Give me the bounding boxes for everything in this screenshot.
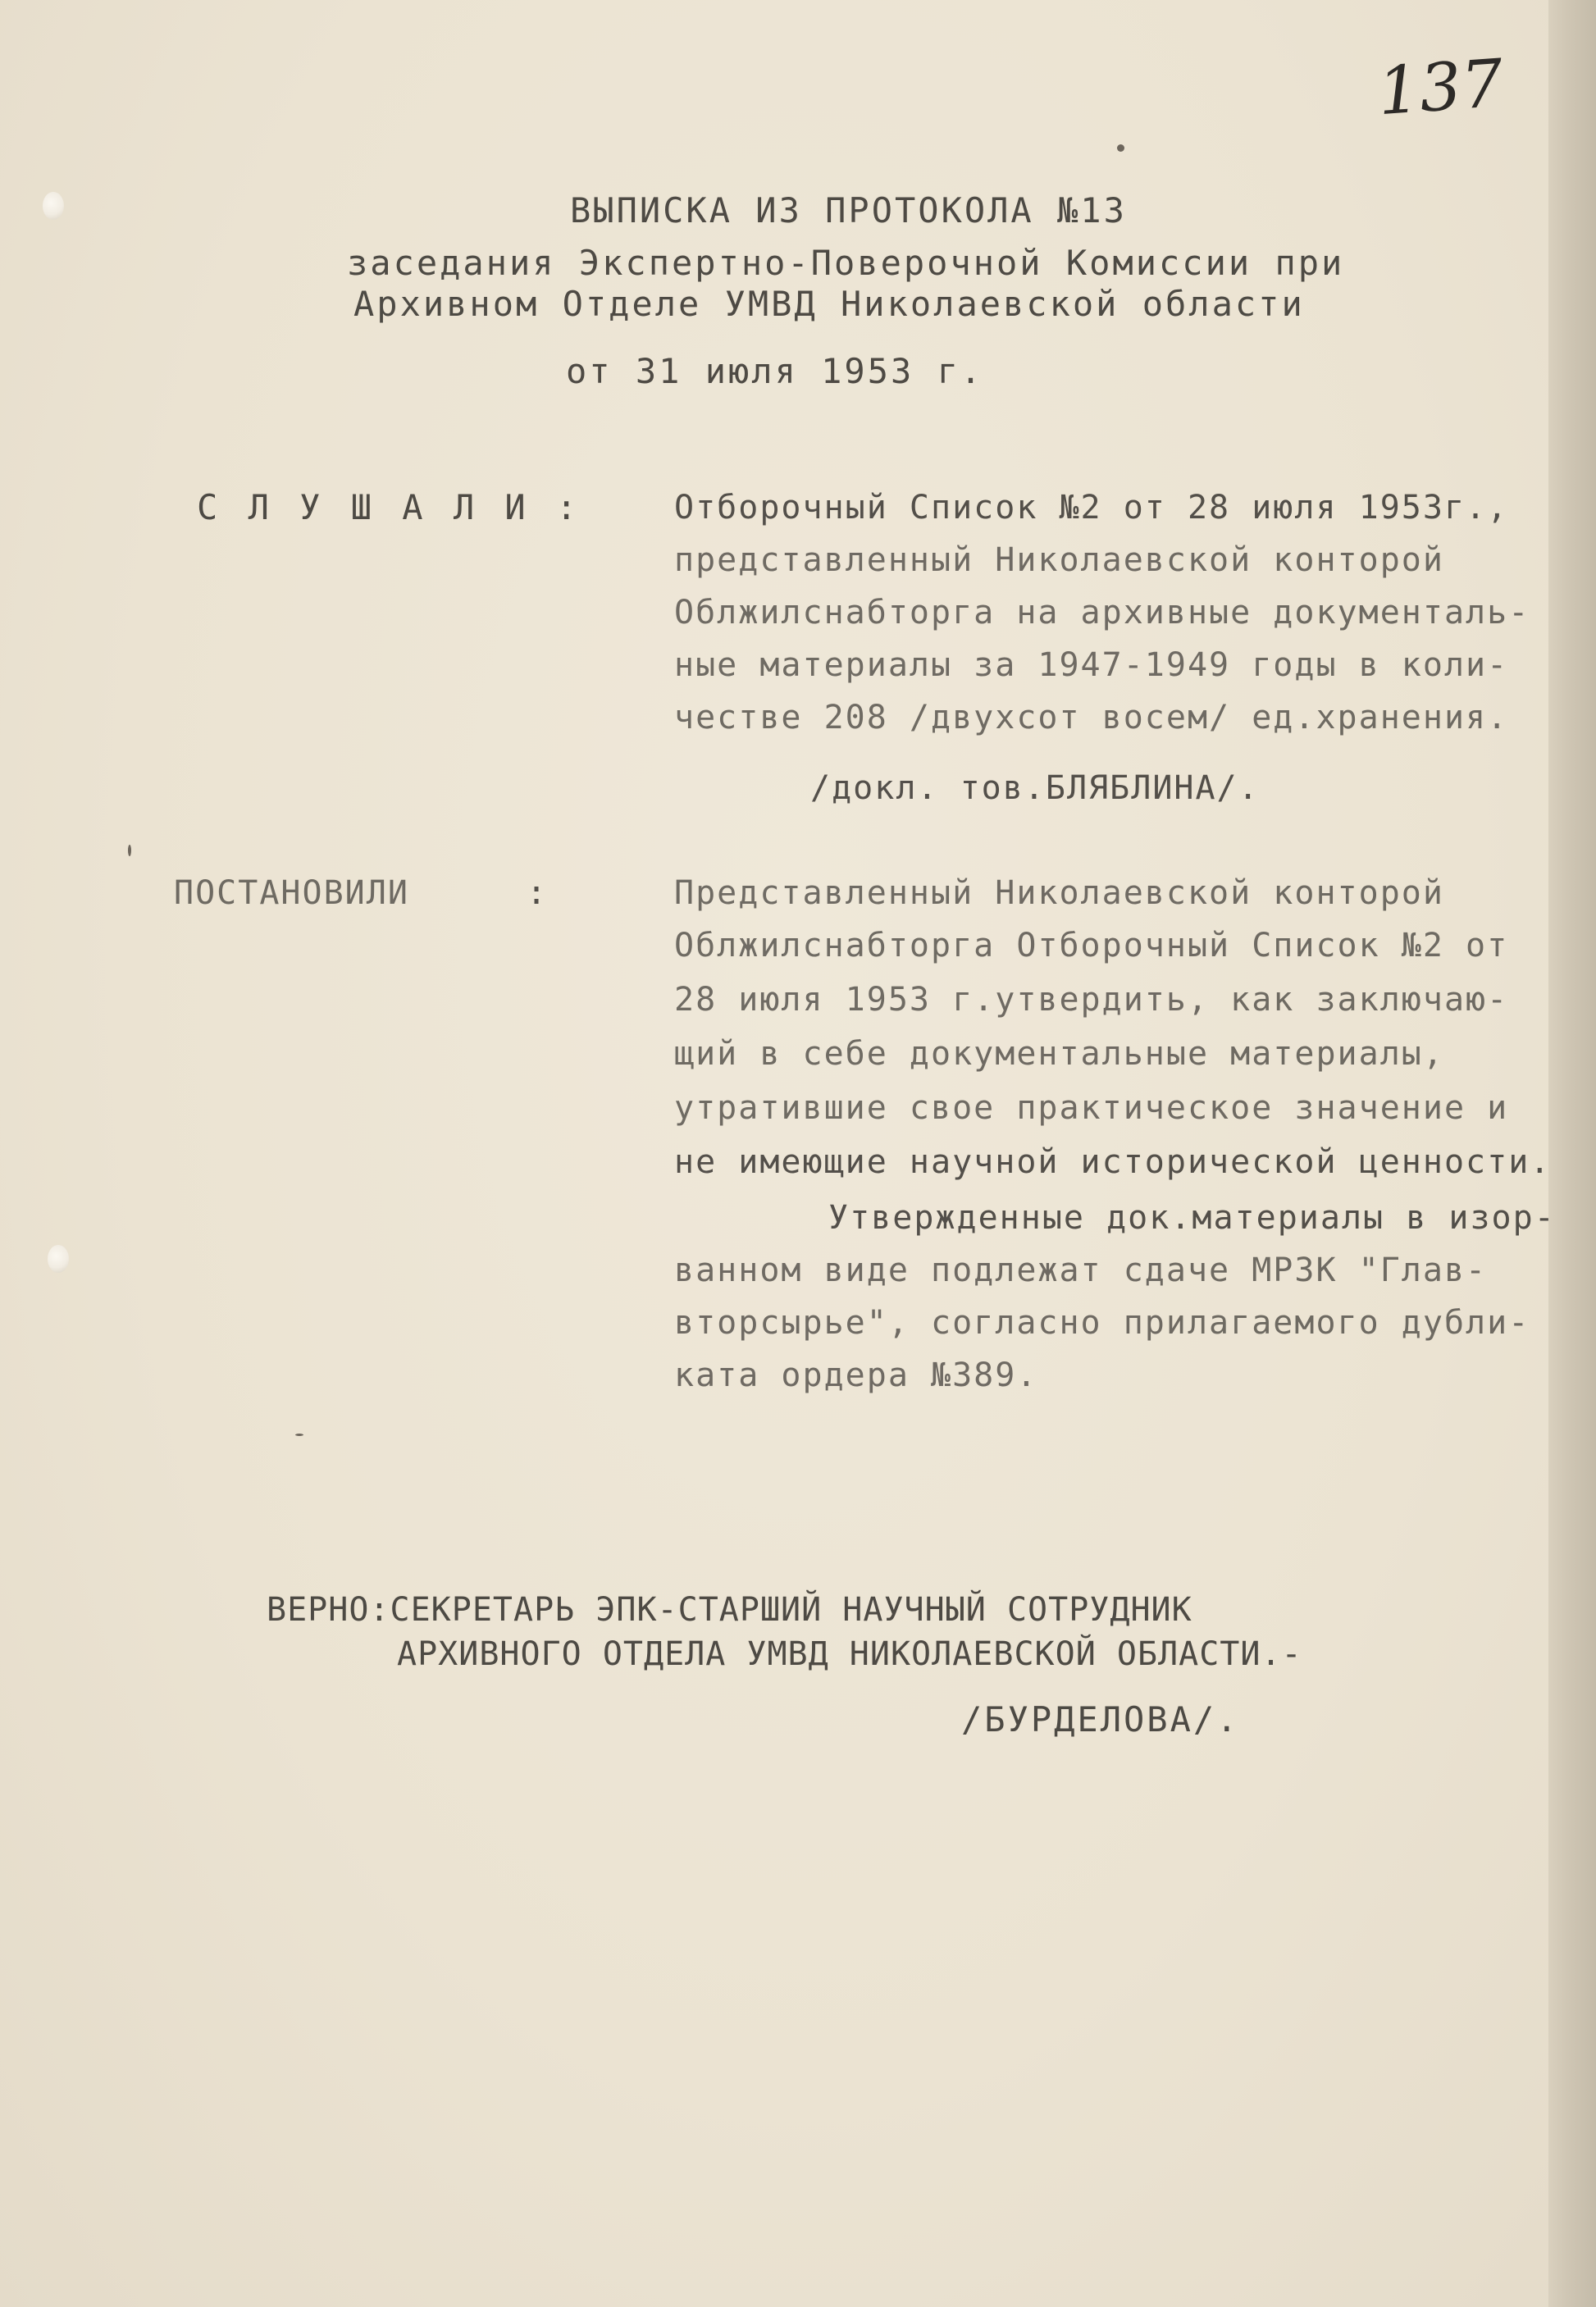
heard-line-3: Облжилснабторга на архивные документаль- (674, 594, 1530, 631)
resolved-line-4: щий в себе документальные материалы, (674, 1035, 1444, 1073)
resolved-line-2: Облжилснабторга Отборочный Список №2 от (674, 927, 1509, 964)
ink-speck (128, 845, 131, 856)
heard-line-4: ные материалы за 1947-1949 годы в коли- (674, 646, 1509, 684)
page-number-handwritten: 137 (1375, 44, 1506, 130)
header-line-1: заседания Экспертно-Поверочной Комиссии при (347, 243, 1345, 283)
heard-label: С Л У Ш А Л И : (197, 487, 582, 527)
punch-hole (48, 1245, 69, 1273)
ink-speck (295, 1434, 303, 1436)
resolved-colon: : (527, 874, 549, 912)
resolved-line-9: вторсырье", согласно прилагаемого дубли- (674, 1304, 1530, 1342)
resolved-line-3: 28 июля 1953 г.утвердить, как заключаю- (674, 981, 1509, 1019)
ink-speck (1117, 144, 1124, 152)
resolved-line-5: утратившие свое практическое значение и (674, 1089, 1509, 1127)
document-title: ВЫПИСКА ИЗ ПРОТОКОЛА №13 (570, 190, 1127, 230)
resolved-line-1: Представленный Николаевской конторой (674, 874, 1444, 912)
signatory-name: /БУРДЕЛОВА/. (961, 1699, 1240, 1739)
resolved-label: ПОСТАНОВИЛИ (174, 874, 409, 912)
heard-line-5: честве 208 /двухсот восем/ ед.хранения. (674, 699, 1509, 736)
page-edge-shadow (1548, 0, 1596, 2307)
punch-hole (43, 192, 64, 220)
resolved-line-6: не имеющие научной исторической ценности. (674, 1143, 1552, 1181)
signature-line-2: АРХИВНОГО ОТДЕЛА УМВД НИКОЛАЕВСКОЙ ОБЛАСТИ.- (397, 1635, 1302, 1673)
document-date: от 31 июля 1953 г. (566, 351, 984, 391)
resolved-line-8: ванном виде подлежат сдаче МРЗК "Глав- (674, 1252, 1488, 1289)
resolved-line-10: ката ордера №389. (674, 1356, 1038, 1394)
resolved-line-7: Утвержденные док.материалы в изор- (828, 1199, 1556, 1237)
speaker-note: /докл. тов.БЛЯБЛИНА/. (810, 769, 1260, 807)
signature-line-1: ВЕРНО:СЕКРЕТАРЬ ЭПК-СТАРШИЙ НАУЧНЫЙ СОТРУДНИК (267, 1591, 1192, 1629)
heard-line-1: Отборочный Список №2 от 28 июля 1953г., (674, 489, 1509, 527)
heard-line-2: представленный Николаевской конторой (674, 541, 1444, 579)
header-line-2: Архивном Отделе УМВД Николаевской области (353, 284, 1305, 324)
